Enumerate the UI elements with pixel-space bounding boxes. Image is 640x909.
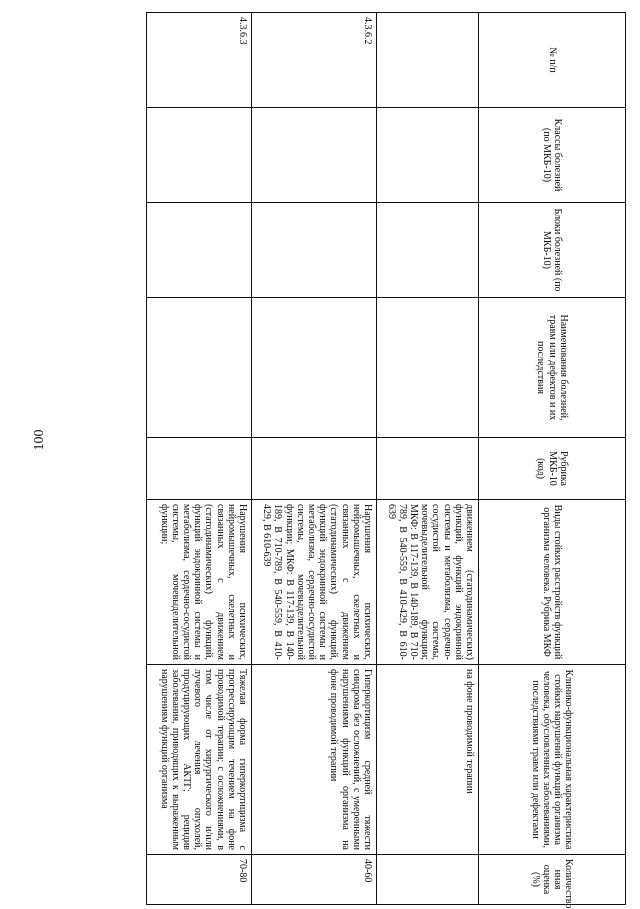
header-rubric: Рубрика МКБ-10 (код)	[479, 438, 626, 500]
row-num: 4.3.6.2	[252, 13, 377, 108]
row-rubric	[377, 438, 479, 500]
table-row	[377, 13, 479, 905]
page-number: 100	[32, 429, 47, 451]
header-num: № п/п	[479, 13, 626, 108]
row-names	[147, 298, 252, 438]
row-classes	[252, 108, 377, 203]
row-types: Нарушения психических, нейромышечных, скелетных и связанных с движением (статодинамических) функций, функций эндокринной системы и метаболизма, сердечно-сосудистой системы, мочевыделительной функции;	[147, 500, 252, 665]
header-percent: Количество нная оценка (%)	[479, 855, 626, 905]
row-clinical: Гиперкортицизм средней тяжести синдрома без осложнений, с умеренными нарушениями функций организма на фоне проводимой терапии	[252, 665, 377, 855]
row-names	[252, 298, 377, 438]
header-classes: Классы болезней (по МКБ-10)	[479, 108, 626, 203]
row-blocks	[147, 203, 252, 298]
row-clinical: Тяжелая форма гиперкортицизма с прогрессирующим течением на фоне проводимой терапии; с осложнениями, в том числе от хирургического и/или лучевого лечения опухолей, продуцирующих АКТГ; рецидив заболевания, приводящих к выраженным нарушениям функций организма	[147, 665, 252, 855]
row-rubric	[252, 438, 377, 500]
row-num: 4.3.6.3	[147, 13, 252, 108]
row-types: Нарушения психических, нейромышечных, скелетных и связанных с движением (статодинамических) функций, функций эндокринной системы и метаболизма, сердечно-сосудистой системы, мочевыделительной функции; МКФ: В 117-139, В 140-189, В 710-789, В 540-559, В 410-429, В 610-639	[252, 500, 377, 665]
row-names	[377, 298, 479, 438]
row-rubric	[147, 438, 252, 500]
row-clinical: на фоне проводимой терапии	[377, 665, 479, 855]
row-percent: 40-60	[252, 855, 377, 905]
row-blocks	[377, 203, 479, 298]
header-types: Виды стойких расстройств функций организма человека. Рубрика МКФ	[479, 500, 626, 665]
header-row	[479, 13, 626, 905]
row-classes	[377, 108, 479, 203]
header-blocks: Блоки болезней (по МКБ-10)	[479, 203, 626, 298]
header-clinical: Клинико-функциональная характеристика стойких нарушений функций организма человека, обусловленных заболеваниями, последствиями травм или дефектами	[479, 665, 626, 855]
row-classes	[147, 108, 252, 203]
row-blocks	[252, 203, 377, 298]
rotated-table-container	[146, 12, 626, 909]
row-types: движением (статодинамических) функций, функций эндокринной системы и метаболизма, сердечно-сосудистой системы, мочевыделительной функции; МКФ: В 117-139, В 140-189, В 710-789, В 540-559, В 410-429, В 610-639	[377, 500, 479, 665]
row-percent	[377, 855, 479, 905]
header-names: Наименования болезней, травм или дефектов и их последствия	[479, 298, 626, 438]
row-num	[377, 13, 479, 108]
table-row	[147, 13, 252, 905]
row-percent: 70-80	[147, 855, 252, 905]
table-row	[252, 13, 377, 905]
disability-criteria-table	[146, 12, 626, 909]
